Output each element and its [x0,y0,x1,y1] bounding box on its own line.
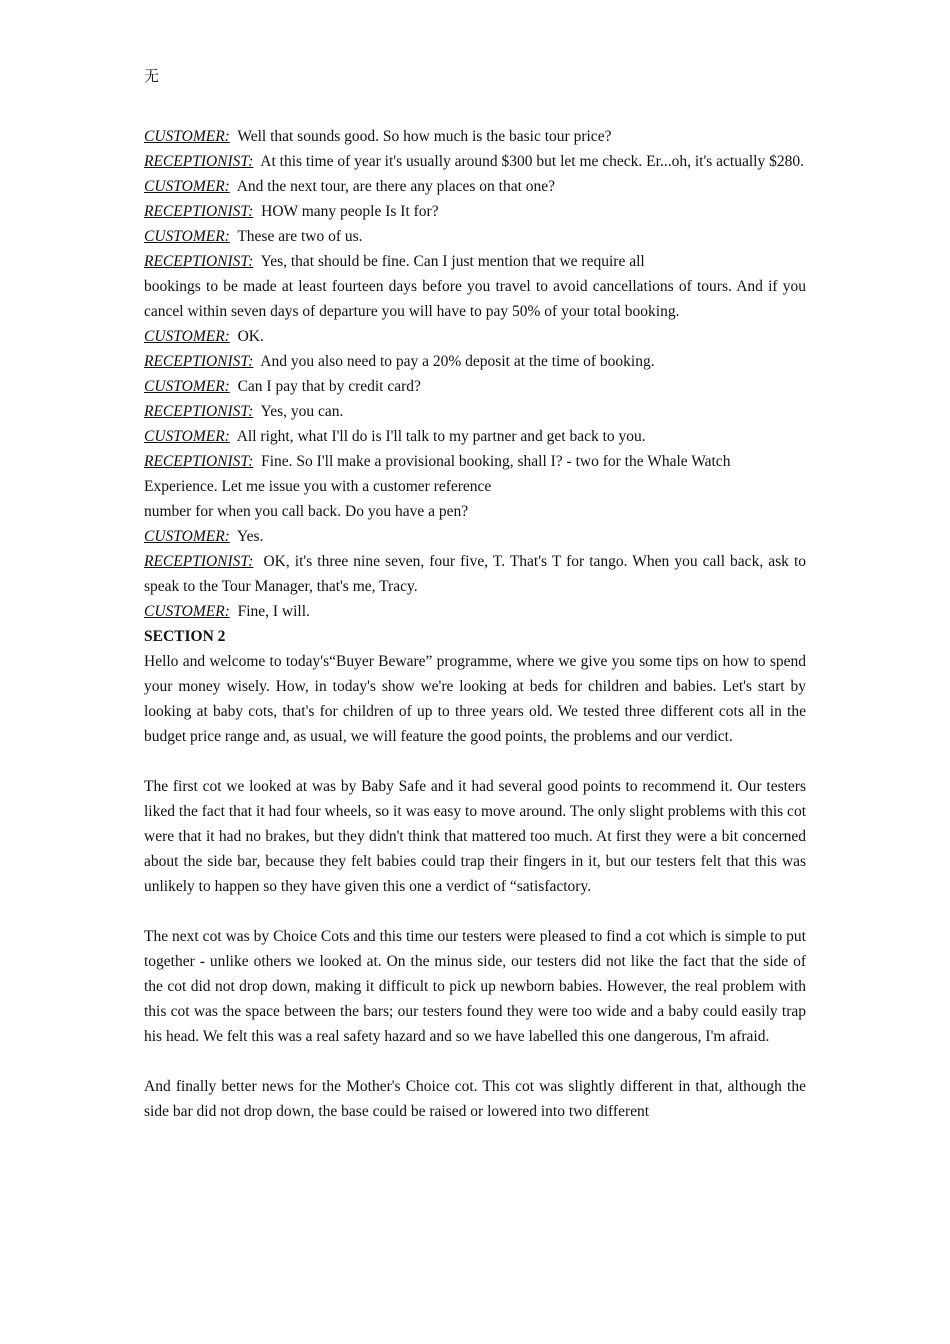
spacer [144,749,806,774]
dialogue-text: OK. [237,328,264,345]
speaker-label: CUSTOMER: [144,128,230,145]
dialogue-line [144,399,806,424]
speaker-label: RECEPTIONIST: [144,353,254,370]
dialogue-text: Yes, you can. [260,403,344,420]
speaker-label: RECEPTIONIST: [144,553,254,570]
dialogue-line [144,374,806,399]
speaker-label: CUSTOMER: [144,178,230,195]
dialogue-text: At this time of year it's usually around $300 but let me check. Er...oh, it's actually $280. [260,153,804,170]
dialogue-text: These are two of us. [237,228,363,245]
paragraph: The first cot we looked at was by Baby Safe and it had several good points to recommend it. Our testers liked the fact that it had four wheels, so it was easy to move around. The only slight problems with this cot were that it had no brakes, but they didn't think that mattered too much. At first they were a bit concerned about the side bar, because they felt babies could trap their fingers in it, but our testers felt that this was unlikely to happen so they have given this one a verdict of “satisfactory. [144,778,806,895]
dialogue-continuation: bookings to be made at least fourteen days before you travel to avoid cancellations of tours. And if you cancel within seven days of departure you will have to pay 50% of your total booking. [144,278,806,320]
speaker-label: CUSTOMER: [144,378,230,395]
spacer [144,899,806,924]
speaker-label: RECEPTIONIST: [144,453,254,470]
section-heading: SECTION 2 [144,628,226,645]
speaker-label: RECEPTIONIST: [144,403,254,420]
spacer [144,1049,806,1074]
dialogue-line [144,174,806,199]
dialogue-text: Fine. So I'll make a provisional booking, shall I? - two for the Whale Watch Experience. Let me issue you with a customer reference [144,453,731,495]
dialogue-line [144,199,806,224]
speaker-label: CUSTOMER: [144,228,230,245]
dialogue-line [144,324,806,349]
dialogue-line [144,449,806,499]
dialogue-line [144,349,806,374]
dialogue-continuation: number for when you call back. Do you have a pen? [144,503,469,520]
page-header: 无 [144,67,160,85]
dialogue-text: And the next tour, are there any places on that one? [236,178,556,195]
paragraph: The next cot was by Choice Cots and this time our testers were pleased to find a cot which is simple to put together - unlike others we looked at. On the minus side, our testers did not like the fact that the side of the cot did not drop down, making it difficult to pick up newborn babies. However, the real problem with this cot was the space between the bars; our testers found they were too wide and a baby could easily trap his head. We felt this was a real safety hazard and so we have labelled this one dangerous, I'm afraid. [144,928,806,1045]
dialogue-line [144,524,806,549]
paragraph: And finally better news for the Mother's Choice cot. This cot was slightly different in that, although the side bar did not drop down, the base could be raised or lowered into two different [144,1078,806,1120]
dialogue-line [144,124,806,149]
dialogue-line [144,224,806,249]
speaker-label: RECEPTIONIST: [144,253,254,270]
dialogue-text: Well that sounds good. So how much is the basic tour price? [237,128,612,145]
document-page [144,64,806,1124]
dialogue-line [144,599,806,624]
speaker-label: CUSTOMER: [144,528,230,545]
dialogue-line [144,424,806,449]
dialogue-line [144,249,806,274]
dialogue-line [144,549,806,599]
dialogue-text: HOW many people Is It for? [261,203,439,220]
speaker-label: RECEPTIONIST: [144,153,254,170]
dialogue-text: Yes, that should be fine. Can I just mention that we require all [260,253,645,270]
dialogue-text: Can I pay that by credit card? [237,378,421,395]
dialogue-text: OK, it's three nine seven, four five, T. That's T for tango. When you call back, ask to speak to the Tour Manager, that's me, Tracy. [144,553,807,595]
speaker-label: CUSTOMER: [144,603,230,620]
speaker-label: RECEPTIONIST: [144,203,254,220]
dialogue-text: Fine, I will. [237,603,310,620]
dialogue-text: And you also need to pay a 20% deposit at the time of booking. [260,353,655,370]
dialogue-line [144,149,806,174]
speaker-label: CUSTOMER: [144,428,230,445]
speaker-label: CUSTOMER: [144,328,230,345]
dialogue-text: All right, what I'll do is I'll talk to my partner and get back to you. [236,428,646,445]
paragraph: Hello and welcome to today's“Buyer Beware” programme, where we give you some tips on how to spend your money wisely. How, in today's show we're looking at beds for children and babies. Let's start by looking at baby cots, that's for children of up to three years old. We tested three different cots all in the budget price range and, as usual, we will feature the good points, the problems and our verdict. [144,653,806,745]
dialogue-text: Yes. [237,528,264,545]
